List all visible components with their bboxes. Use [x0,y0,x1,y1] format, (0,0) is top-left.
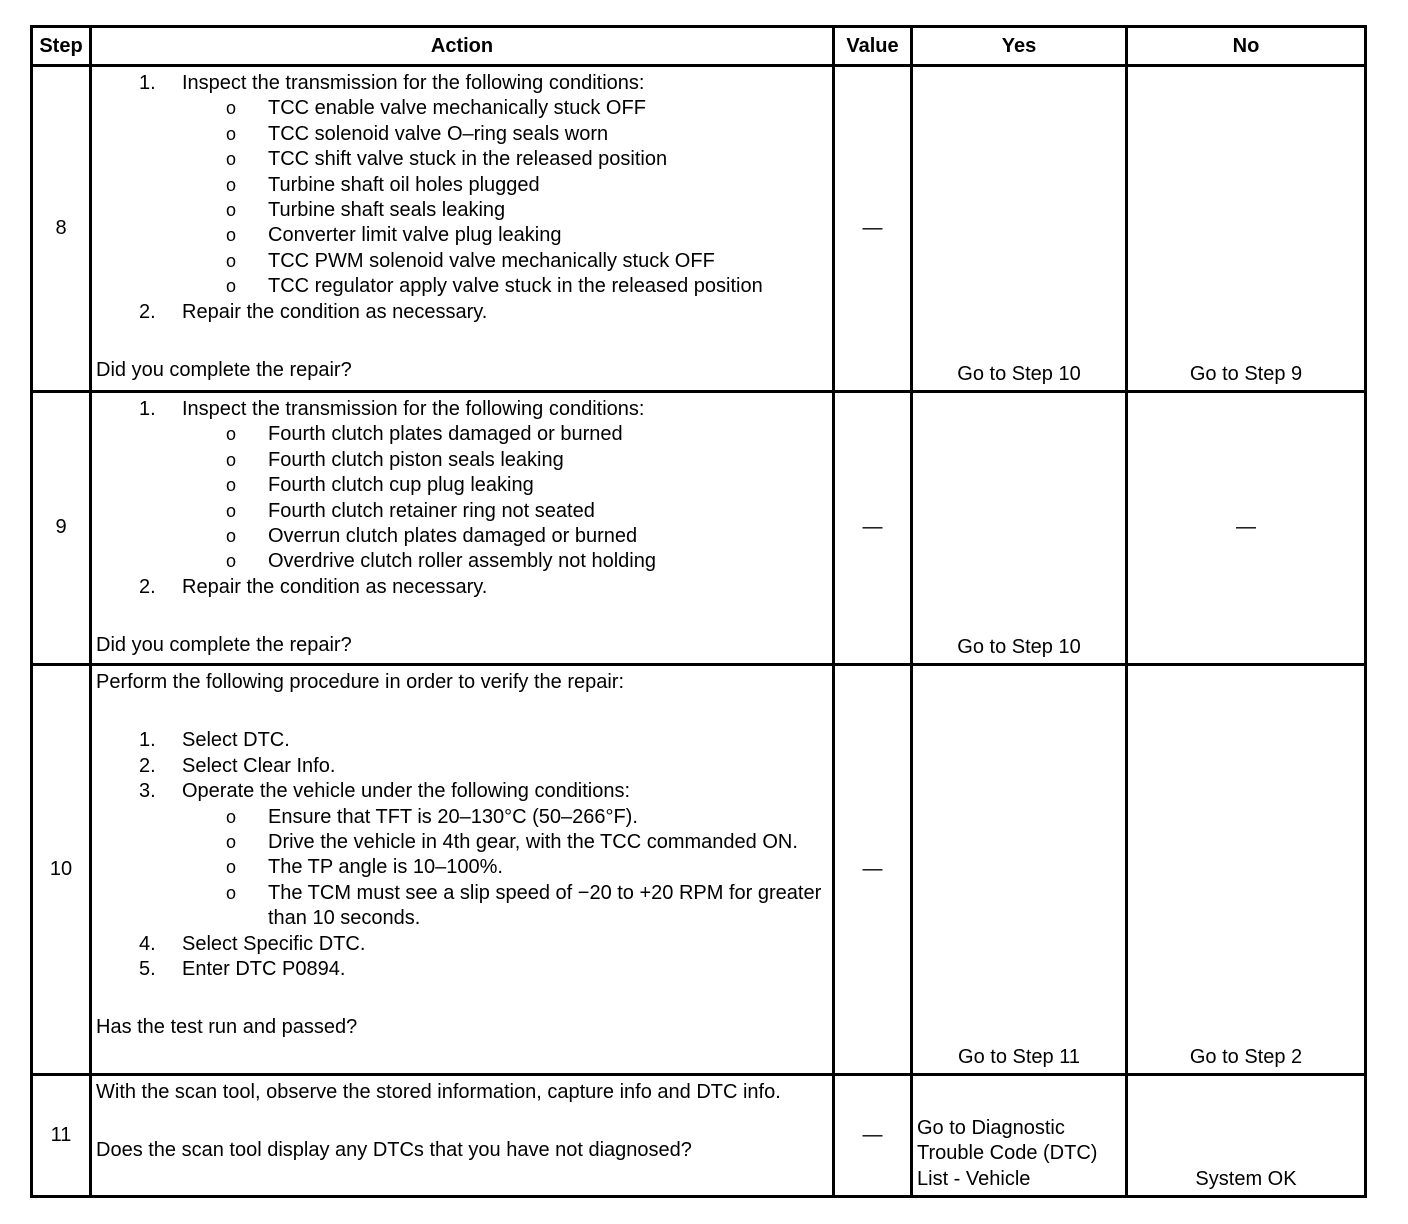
yes-cell: Go to Step 10 [912,392,1127,665]
list-item: o Ensure that TFT is 20–130°C (50–266°F). [96,805,824,830]
question-text: Did you complete the repair? [96,359,352,382]
action-cell [91,66,834,392]
bullet-icon: o [226,526,237,547]
bullet-icon: o [226,475,237,496]
list-item: o Converter limit valve plug leaking [96,223,824,248]
table-row [32,66,1366,392]
list-item: o Overrun clutch plates damaged or burned [96,524,824,549]
header-yes: Yes [912,27,1127,66]
list-item: o TCC enable valve mechanically stuck OFF [96,96,824,121]
bullet-icon: o [226,551,237,572]
table-row [32,392,1366,665]
list-item: 3. Operate the vehicle under the following conditions: [139,780,631,803]
bullet-icon: o [226,149,237,170]
action-cell [91,665,834,1075]
list-item: 5. Enter DTC P0894. [139,958,346,981]
list-item: 1. Inspect the transmission for the following conditions: [139,398,645,420]
intro-text: Perform the following procedure in order to verify the repair: [96,671,625,693]
bullet-icon: o [226,806,237,827]
bullet-icon: o [226,225,237,246]
no-cell: System OK [1127,1075,1366,1197]
bullet-icon: o [226,882,237,903]
header-action: Action [91,27,834,66]
bullet-icon: o [226,857,237,878]
list-item: o Fourth clutch cup plug leaking [96,473,824,498]
list-item: o TCC regulator apply valve stuck in the released position [96,274,824,299]
list-item: o TCC shift valve stuck in the released position [96,147,824,172]
step-number: 9 [32,392,91,665]
yes-cell: Go to Diagnostic Trouble Code (DTC) List - Vehicle [912,1075,1127,1197]
list-item: 2. Select Clear Info. [139,754,336,777]
list-item: o Turbine shaft oil holes plugged [96,173,824,198]
list-item: o The TCM must see a slip speed of −20 to +20 RPM for greater than 10 seconds. [96,881,824,932]
list-item: o Overdrive clutch roller assembly not holding [96,549,824,574]
action-cell [91,392,834,665]
bullet-icon: o [226,449,237,470]
value-cell: — [834,1075,912,1197]
list-item: 2. Repair the condition as necessary. [139,300,488,323]
list-item: o TCC solenoid valve O–ring seals worn [96,122,824,147]
no-cell: Go to Step 9 [1127,66,1366,392]
header-row [32,27,1366,66]
list-item: o Fourth clutch retainer ring not seated [96,499,824,524]
bullet-icon: o [226,832,237,853]
list-item: o Drive the vehicle in 4th gear, with the TCC commanded ON. [96,830,824,855]
header-value: Value [834,27,912,66]
step-number: 8 [32,66,91,392]
list-item: o Fourth clutch piston seals leaking [96,448,824,473]
no-cell: — [1127,392,1366,665]
list-item: o The TP angle is 10–100%. [96,855,824,880]
list-item: 1. Inspect the transmission for the following conditions: [139,72,645,94]
list-item: o TCC PWM solenoid valve mechanically stuck OFF [96,249,824,274]
diagnostic-table [30,25,1367,1198]
value-cell: — [834,66,912,392]
value-cell: — [834,392,912,665]
bullet-icon: o [226,500,237,521]
action-cell [91,1075,834,1197]
list-item: 1. Select DTC. [139,729,290,752]
header-step: Step [32,27,91,66]
bullet-icon: o [226,123,237,144]
value-cell: — [834,665,912,1075]
step-number: 11 [32,1075,91,1197]
list-item: 2. Repair the condition as necessary. [139,575,488,598]
bullet-icon: o [226,424,237,445]
list-item: 4. Select Specific DTC. [139,932,366,955]
table-row [32,1075,1366,1197]
list-item: o Fourth clutch plates damaged or burned [96,422,824,447]
table-row [32,665,1366,1075]
bullet-icon: o [226,200,237,221]
question-text: Does the scan tool display any DTCs that you have not diagnosed? [96,1139,692,1162]
question-text: Did you complete the repair? [96,634,352,657]
intro-text: With the scan tool, observe the stored information, capture info and DTC info. [96,1081,781,1103]
no-cell: Go to Step 2 [1127,665,1366,1075]
bullet-icon: o [226,174,237,195]
header-no: No [1127,27,1366,66]
step-number: 10 [32,665,91,1075]
bullet-icon: o [226,98,237,119]
list-item: o Turbine shaft seals leaking [96,198,824,223]
bullet-icon: o [226,276,237,297]
question-text: Has the test run and passed? [96,1016,358,1039]
bullet-icon: o [226,250,237,271]
yes-cell: Go to Step 10 [912,66,1127,392]
yes-cell: Go to Step 11 [912,665,1127,1075]
